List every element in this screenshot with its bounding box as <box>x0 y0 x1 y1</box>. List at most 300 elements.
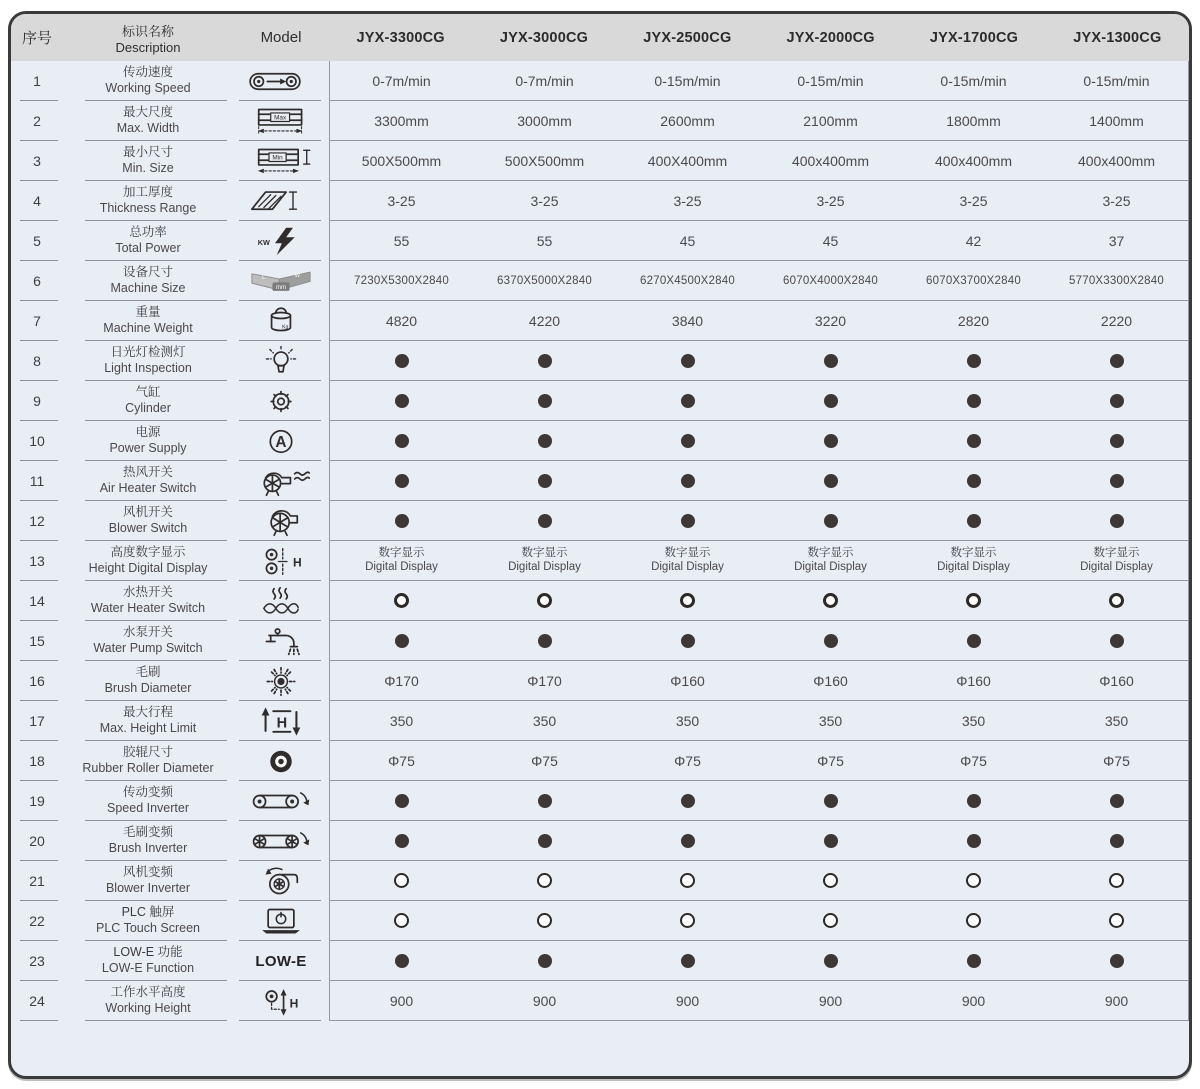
row-description <box>63 501 233 541</box>
row-number: 17 <box>11 701 63 741</box>
row-description-en: Working Height <box>105 1001 191 1015</box>
col-header-no: 序号 <box>21 30 52 47</box>
value-cell <box>616 701 759 740</box>
model-header-label: JYX-3300CG <box>356 29 445 46</box>
value-text: 0-15m/min <box>940 72 1007 89</box>
row-values <box>329 381 1189 421</box>
value-cell <box>902 821 1045 860</box>
model-header-label: JYX-2000CG <box>786 29 875 46</box>
value-cell <box>759 381 902 420</box>
row-description-en: Blower Inverter <box>105 881 191 895</box>
value-cell <box>1045 821 1188 860</box>
value-cell <box>330 101 473 140</box>
filled-dot-indicator <box>395 834 409 848</box>
table-body <box>11 61 1189 1021</box>
filled-dot-indicator <box>1110 634 1124 648</box>
row-number: 20 <box>11 821 63 861</box>
value-dual <box>794 547 867 575</box>
min-size-icon <box>245 146 317 177</box>
value-cell <box>616 621 759 660</box>
model-header-1 <box>329 14 472 61</box>
thin-circle-indicator <box>1109 873 1124 888</box>
value-cell <box>473 461 616 500</box>
thin-circle-indicator <box>823 873 838 888</box>
thin-circle-indicator <box>680 913 695 928</box>
filled-dot-indicator <box>1110 474 1124 488</box>
value-text: 0-15m/min <box>1083 72 1150 89</box>
value-text: 900 <box>818 992 843 1009</box>
value-cell <box>902 661 1045 700</box>
low-e-label: LOW-E <box>255 952 307 970</box>
table-row <box>11 141 1189 181</box>
table-row <box>11 821 1189 861</box>
row-description-en: Working Speed <box>105 81 191 95</box>
value-cell <box>473 901 616 940</box>
filled-dot-indicator <box>681 434 695 448</box>
row-description-cn: 工作水平高度 <box>110 985 186 1000</box>
value-cell <box>902 901 1045 940</box>
value-text: 3840 <box>671 312 704 329</box>
value-text: 2100mm <box>803 112 858 129</box>
value-en: Digital Display <box>651 560 724 573</box>
value-cell <box>330 261 473 300</box>
value-cell <box>473 701 616 740</box>
table-row <box>11 421 1189 461</box>
value-cell <box>759 581 902 620</box>
value-cell <box>330 181 473 220</box>
rubber-roller-diameter-icon <box>245 746 317 777</box>
value-text: 350 <box>389 712 414 729</box>
value-text: Φ75 <box>817 752 844 769</box>
table-row <box>11 981 1189 1021</box>
thin-circle-indicator <box>966 913 981 928</box>
value-cell <box>902 741 1045 780</box>
value-text: 350 <box>1104 712 1129 729</box>
filled-dot-indicator <box>681 514 695 528</box>
value-text: 2600mm <box>660 112 715 129</box>
row-description-en: Blower Switch <box>108 521 188 535</box>
row-model-symbol <box>233 821 329 861</box>
value-cell <box>1045 981 1188 1020</box>
value-en: Digital Display <box>1080 560 1153 573</box>
row-number: 10 <box>11 421 63 461</box>
value-text: 900 <box>389 992 414 1009</box>
model-header-6 <box>1046 14 1189 61</box>
row-values <box>329 741 1189 781</box>
row-description-en: Light Inspection <box>104 361 192 375</box>
value-cell <box>473 741 616 780</box>
plc-touch-screen-icon <box>245 906 317 937</box>
row-description <box>63 741 233 781</box>
filled-dot-indicator <box>967 634 981 648</box>
row-model-symbol <box>233 981 329 1021</box>
machine-size-icon <box>245 266 317 297</box>
value-text: 900 <box>961 992 986 1009</box>
value-text: 55 <box>393 232 410 249</box>
value-cell <box>330 341 473 380</box>
filled-dot-indicator <box>681 394 695 408</box>
value-cell <box>1045 461 1188 500</box>
value-text: 900 <box>675 992 700 1009</box>
value-cell <box>1045 741 1188 780</box>
filled-dot-indicator <box>824 514 838 528</box>
table-row <box>11 541 1189 581</box>
row-description <box>63 901 233 941</box>
value-text: 2820 <box>957 312 990 329</box>
value-cell <box>330 301 473 340</box>
row-number: 2 <box>11 101 63 141</box>
max-width-icon <box>245 106 317 137</box>
filled-dot-indicator <box>681 474 695 488</box>
row-description <box>63 941 233 981</box>
row-model-symbol <box>233 541 329 581</box>
value-cell <box>473 61 616 100</box>
value-cell <box>473 821 616 860</box>
value-cell <box>902 621 1045 660</box>
total-power-icon <box>245 226 317 257</box>
row-values <box>329 421 1189 461</box>
value-cell <box>759 741 902 780</box>
value-cell <box>759 541 902 580</box>
value-cell <box>616 381 759 420</box>
bold-circle-indicator <box>537 593 552 608</box>
value-cell <box>902 461 1045 500</box>
light-inspection-icon <box>245 346 317 377</box>
row-description <box>63 141 233 181</box>
row-number: 15 <box>11 621 63 661</box>
value-cell <box>616 781 759 820</box>
row-number: 11 <box>11 461 63 501</box>
value-cell <box>616 581 759 620</box>
value-cn: 数字显示 <box>807 546 854 559</box>
row-description <box>63 261 233 301</box>
value-cell <box>1045 421 1188 460</box>
row-description-en: Min. Size <box>122 161 174 175</box>
row-number: 7 <box>11 301 63 341</box>
filled-dot-indicator <box>967 394 981 408</box>
max-height-limit-icon <box>245 706 317 737</box>
row-description <box>63 421 233 461</box>
row-description-cn: 电源 <box>135 425 161 440</box>
row-model-symbol <box>233 181 329 221</box>
value-cell <box>759 341 902 380</box>
value-text: Φ75 <box>388 752 415 769</box>
table-row <box>11 781 1189 821</box>
thin-circle-indicator <box>537 913 552 928</box>
filled-dot-indicator <box>1110 834 1124 848</box>
value-cell <box>330 661 473 700</box>
table-row <box>11 221 1189 261</box>
value-cell <box>1045 781 1188 820</box>
value-cell <box>616 301 759 340</box>
row-description-cn: 设备尺寸 <box>122 265 173 280</box>
model-header-label: JYX-3000CG <box>499 29 589 46</box>
thin-circle-indicator <box>394 873 409 888</box>
value-cell <box>759 501 902 540</box>
value-cell <box>473 141 616 180</box>
row-number: 18 <box>11 741 63 781</box>
value-cell <box>1045 141 1188 180</box>
row-number: 8 <box>11 341 63 381</box>
filled-dot-indicator <box>967 834 981 848</box>
value-cell <box>330 821 473 860</box>
row-number: 12 <box>11 501 63 541</box>
value-cell <box>1045 661 1188 700</box>
value-cell <box>902 101 1045 140</box>
value-cell <box>1045 861 1188 900</box>
row-values <box>329 581 1189 621</box>
value-text: 42 <box>965 232 982 249</box>
value-text: 37 <box>1108 232 1125 249</box>
value-cell <box>759 941 902 980</box>
water-pump-switch-icon <box>245 626 317 657</box>
row-model-symbol <box>233 661 329 701</box>
machine-weight-icon <box>245 306 317 337</box>
value-text: 0-15m/min <box>797 72 864 89</box>
value-text: 350 <box>818 712 843 729</box>
filled-dot-indicator <box>824 954 838 968</box>
value-cell <box>616 541 759 580</box>
thin-circle-indicator <box>823 913 838 928</box>
row-description-cn: PLC 触屏 <box>121 905 175 920</box>
filled-dot-indicator <box>538 354 552 368</box>
value-text: 6270X4500X2840 <box>640 274 735 287</box>
row-description-en: PLC Touch Screen <box>96 921 200 935</box>
row-model-symbol <box>233 461 329 501</box>
value-text: Φ160 <box>813 672 848 689</box>
value-cell <box>473 621 616 660</box>
svg-text:KW: KW <box>257 237 270 247</box>
svg-text:H: H <box>293 555 302 570</box>
value-cell <box>759 301 902 340</box>
row-number: 5 <box>11 221 63 261</box>
value-dual <box>1080 547 1153 575</box>
value-cell <box>330 421 473 460</box>
filled-dot-indicator <box>538 794 552 808</box>
row-description <box>63 701 233 741</box>
row-description-en: Machine Weight <box>103 321 193 335</box>
value-cn: 数字显示 <box>521 546 568 559</box>
row-description-en: Max. Height Limit <box>99 721 197 735</box>
value-cell <box>616 941 759 980</box>
row-description-en: Max. Width <box>116 121 180 135</box>
filled-dot-indicator <box>538 394 552 408</box>
value-cell <box>473 661 616 700</box>
row-description <box>63 861 233 901</box>
value-cell <box>330 621 473 660</box>
row-values <box>329 461 1189 501</box>
value-cell <box>902 941 1045 980</box>
value-text: 45 <box>679 232 696 249</box>
value-cell <box>759 141 902 180</box>
value-cell <box>902 501 1045 540</box>
filled-dot-indicator <box>395 954 409 968</box>
value-cell <box>759 461 902 500</box>
bold-circle-indicator <box>966 593 981 608</box>
value-cell <box>1045 261 1188 300</box>
value-cell <box>902 341 1045 380</box>
filled-dot-indicator <box>967 434 981 448</box>
value-en: Digital Display <box>365 560 438 573</box>
value-text: 350 <box>532 712 557 729</box>
row-description <box>63 61 233 101</box>
value-cell <box>759 861 902 900</box>
row-model-symbol <box>233 741 329 781</box>
value-cell <box>1045 301 1188 340</box>
value-en: Digital Display <box>794 560 867 573</box>
value-cell <box>902 861 1045 900</box>
value-text: 400X400mm <box>647 152 728 169</box>
filled-dot-indicator <box>681 954 695 968</box>
row-description-en: Height Digital Display <box>88 561 208 575</box>
value-text: 0-7m/min <box>372 72 431 89</box>
row-number: 3 <box>11 141 63 181</box>
row-model-symbol <box>233 581 329 621</box>
row-model-symbol <box>233 221 329 261</box>
value-cell <box>902 981 1045 1020</box>
bold-circle-indicator <box>680 593 695 608</box>
filled-dot-indicator <box>824 474 838 488</box>
value-text: 6070X4000X2840 <box>783 274 878 287</box>
brush-diameter-icon <box>245 666 317 697</box>
table-row <box>11 301 1189 341</box>
value-cell <box>616 981 759 1020</box>
value-cell <box>902 541 1045 580</box>
row-description-cn: 总功率 <box>129 225 167 240</box>
svg-text:A: A <box>275 433 287 451</box>
value-cell <box>616 141 759 180</box>
row-values <box>329 941 1189 981</box>
value-cell <box>330 381 473 420</box>
row-model-symbol <box>233 501 329 541</box>
model-header-4 <box>759 14 902 61</box>
value-cell <box>759 781 902 820</box>
value-text: 500X500mm <box>504 152 585 169</box>
value-text: 55 <box>536 232 553 249</box>
value-cell <box>616 661 759 700</box>
value-text: Φ170 <box>384 672 419 689</box>
row-description <box>63 301 233 341</box>
value-cell <box>1045 621 1188 660</box>
filled-dot-indicator <box>395 474 409 488</box>
row-model-symbol <box>233 341 329 381</box>
row-description-cn: LOW-E 功能 <box>113 945 183 960</box>
value-cn: 数字显示 <box>1093 546 1140 559</box>
row-description-en: Speed Inverter <box>107 801 189 815</box>
model-header-3 <box>616 14 759 61</box>
value-cell <box>330 501 473 540</box>
value-text: 3-25 <box>959 192 988 209</box>
row-description-cn: 风机开关 <box>122 505 173 520</box>
value-text: 0-7m/min <box>515 72 574 89</box>
row-description-cn: 高度数字显示 <box>110 545 186 560</box>
value-cell <box>1045 341 1188 380</box>
col-header-model: Model <box>260 29 302 46</box>
row-description-en: Thickness Range <box>99 201 197 215</box>
row-description-cn: 毛刷变频 <box>122 825 173 840</box>
row-description-en: Air Heater Switch <box>99 481 197 495</box>
row-description-en: Power Supply <box>109 441 187 455</box>
table-row <box>11 621 1189 661</box>
col-header-description <box>63 14 233 61</box>
bold-circle-indicator <box>823 593 838 608</box>
row-model-symbol <box>233 261 329 301</box>
value-cell <box>330 541 473 580</box>
value-cell <box>759 101 902 140</box>
value-cell <box>902 221 1045 260</box>
table-footer-spacer <box>11 1021 1189 1075</box>
filled-dot-indicator <box>1110 434 1124 448</box>
value-text: Φ75 <box>531 752 558 769</box>
table-row <box>11 341 1189 381</box>
row-model-symbol <box>233 301 329 341</box>
value-text: Φ75 <box>960 752 987 769</box>
value-cell <box>759 701 902 740</box>
value-text: 4820 <box>385 312 418 329</box>
value-cell <box>616 741 759 780</box>
filled-dot-indicator <box>395 794 409 808</box>
row-description <box>63 981 233 1021</box>
value-text: 3220 <box>814 312 847 329</box>
row-values <box>329 261 1189 301</box>
model-header-2 <box>472 14 615 61</box>
value-cell <box>616 901 759 940</box>
filled-dot-indicator <box>967 794 981 808</box>
row-description-en: Water Pump Switch <box>93 641 203 655</box>
value-cell <box>330 221 473 260</box>
air-heater-switch-icon <box>245 466 317 497</box>
model-header-label: JYX-1300CG <box>1073 29 1162 46</box>
value-en: Digital Display <box>508 560 581 573</box>
filled-dot-indicator <box>1110 394 1124 408</box>
value-cell <box>473 341 616 380</box>
value-cell <box>1045 941 1188 980</box>
value-cell <box>616 221 759 260</box>
filled-dot-indicator <box>824 394 838 408</box>
row-description <box>63 341 233 381</box>
value-text: Φ75 <box>674 752 701 769</box>
table-row <box>11 901 1189 941</box>
value-cell <box>759 901 902 940</box>
filled-dot-indicator <box>395 434 409 448</box>
row-values <box>329 781 1189 821</box>
value-cell <box>616 501 759 540</box>
water-heater-switch-icon <box>245 586 317 617</box>
value-text: 5770X3300X2840 <box>1069 274 1164 287</box>
row-number: 4 <box>11 181 63 221</box>
value-cell <box>759 661 902 700</box>
blower-inverter-icon <box>245 866 317 897</box>
power-supply-icon <box>245 426 317 457</box>
filled-dot-indicator <box>824 834 838 848</box>
value-cell <box>1045 701 1188 740</box>
value-cell <box>330 861 473 900</box>
value-cell <box>473 581 616 620</box>
value-cell <box>902 181 1045 220</box>
row-description-en: Water Heater Switch <box>90 601 206 615</box>
value-text: 3000mm <box>517 112 572 129</box>
svg-text:mm: mm <box>276 284 286 291</box>
value-cell <box>759 621 902 660</box>
filled-dot-indicator <box>395 354 409 368</box>
value-cell <box>759 821 902 860</box>
row-model-symbol <box>233 381 329 421</box>
value-text: Φ75 <box>1103 752 1130 769</box>
row-description-en: Brush Inverter <box>108 841 188 855</box>
row-description-en: Machine Size <box>110 281 186 295</box>
value-cn: 数字显示 <box>664 546 711 559</box>
filled-dot-indicator <box>967 354 981 368</box>
